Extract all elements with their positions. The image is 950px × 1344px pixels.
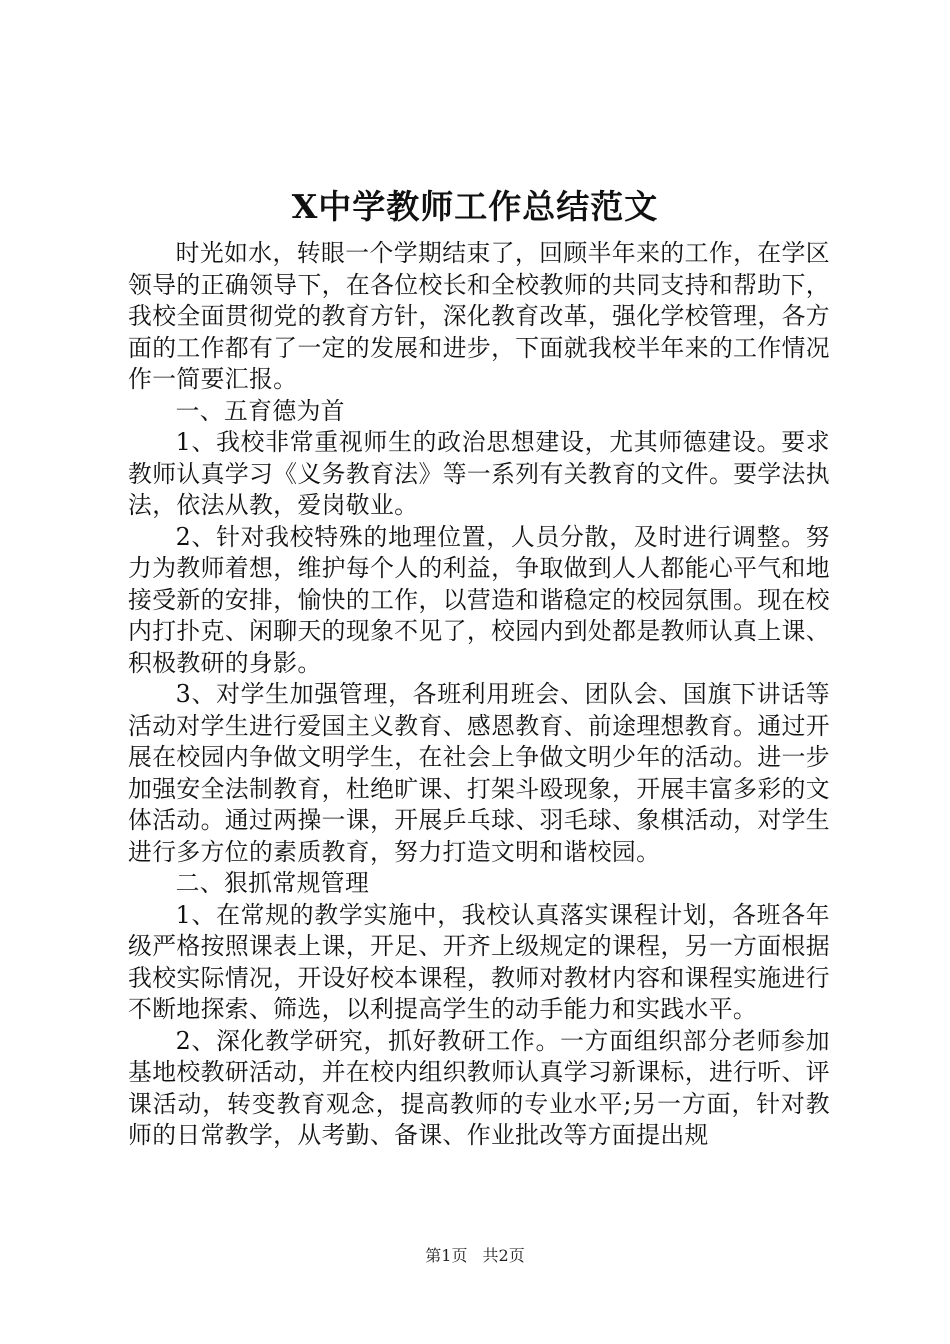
document-body xyxy=(128,238,830,1152)
paragraph-1-2: 2、针对我校特殊的地理位置，人员分散，及时进行调整。努力为教师着想，维护每个人的利益，争取做到人人都能心平气和地接受新的安排，愉快的工作，以营造和谐稳定的校园氛围。现在校内打扑克、闲聊天的现象不见了，校园内到处都是教师认真上课、积极教研的身影。 xyxy=(128,522,830,677)
document-title: X中学教师工作总结范文 xyxy=(291,187,659,226)
page-total: 共2页 xyxy=(482,1246,525,1265)
paragraph-intro: 时光如水，转眼一个学期结束了，回顾半年来的工作，在学区领导的正确领导下，在各位校长和全校教师的共同支持和帮助下，我校全面贯彻党的教育方针，深化教育改革，强化学校管理，各方面的工作都有了一定的发展和进步，下面就我校半年来的工作情况作一简要汇报。 xyxy=(128,239,830,393)
page-footer xyxy=(0,1245,950,1267)
paragraph-2-1: 1、在常规的教学实施中，我校认真落实课程计划，各班各年级严格按照课表上课，开足、开齐上级规定的课程，另一方面根据我校实际情况，开设好校本课程，教师对教材内容和课程实施进行不断地探索、筛选，以利提高学生的动手能力和实践水平。 xyxy=(128,900,830,1023)
section-heading-1: 一、五育德为首 xyxy=(175,396,345,425)
paragraph-2-2: 2、深化教学研究，抓好教研工作。一方面组织部分老师参加基地校教研活动，并在校内组织教师认真学习新课标，进行听、评课活动，转变教育观念，提高教师的专业水平;另一方面，针对教师的日常教学，从考勤、备课、作业批改等方面提出规 xyxy=(128,1026,830,1149)
paragraph-1-1: 1、我校非常重视师生的政治思想建设，尤其师德建设。要求教师认真学习《义务教育法》等一系列有关教育的文件。要学法执法，依法从教，爱岗敬业。 xyxy=(128,428,830,519)
paragraph-1-3: 3、对学生加强管理，各班利用班会、团队会、国旗下讲话等活动对学生进行爱国主义教育、感恩教育、前途理想教育。通过开展在校园内争做文明学生，在社会上争做文明少年的活动。进一步加强安全法制教育，杜绝旷课、打架斗殴现象，开展丰富多彩的文体活动。通过两操一课，开展乒乓球、羽毛球、象棋活动，对学生进行多方位的素质教育，努力打造文明和谐校园。 xyxy=(128,680,830,866)
page-number: 第1页 xyxy=(425,1246,468,1265)
section-heading-2: 二、狠抓常规管理 xyxy=(175,869,370,897)
